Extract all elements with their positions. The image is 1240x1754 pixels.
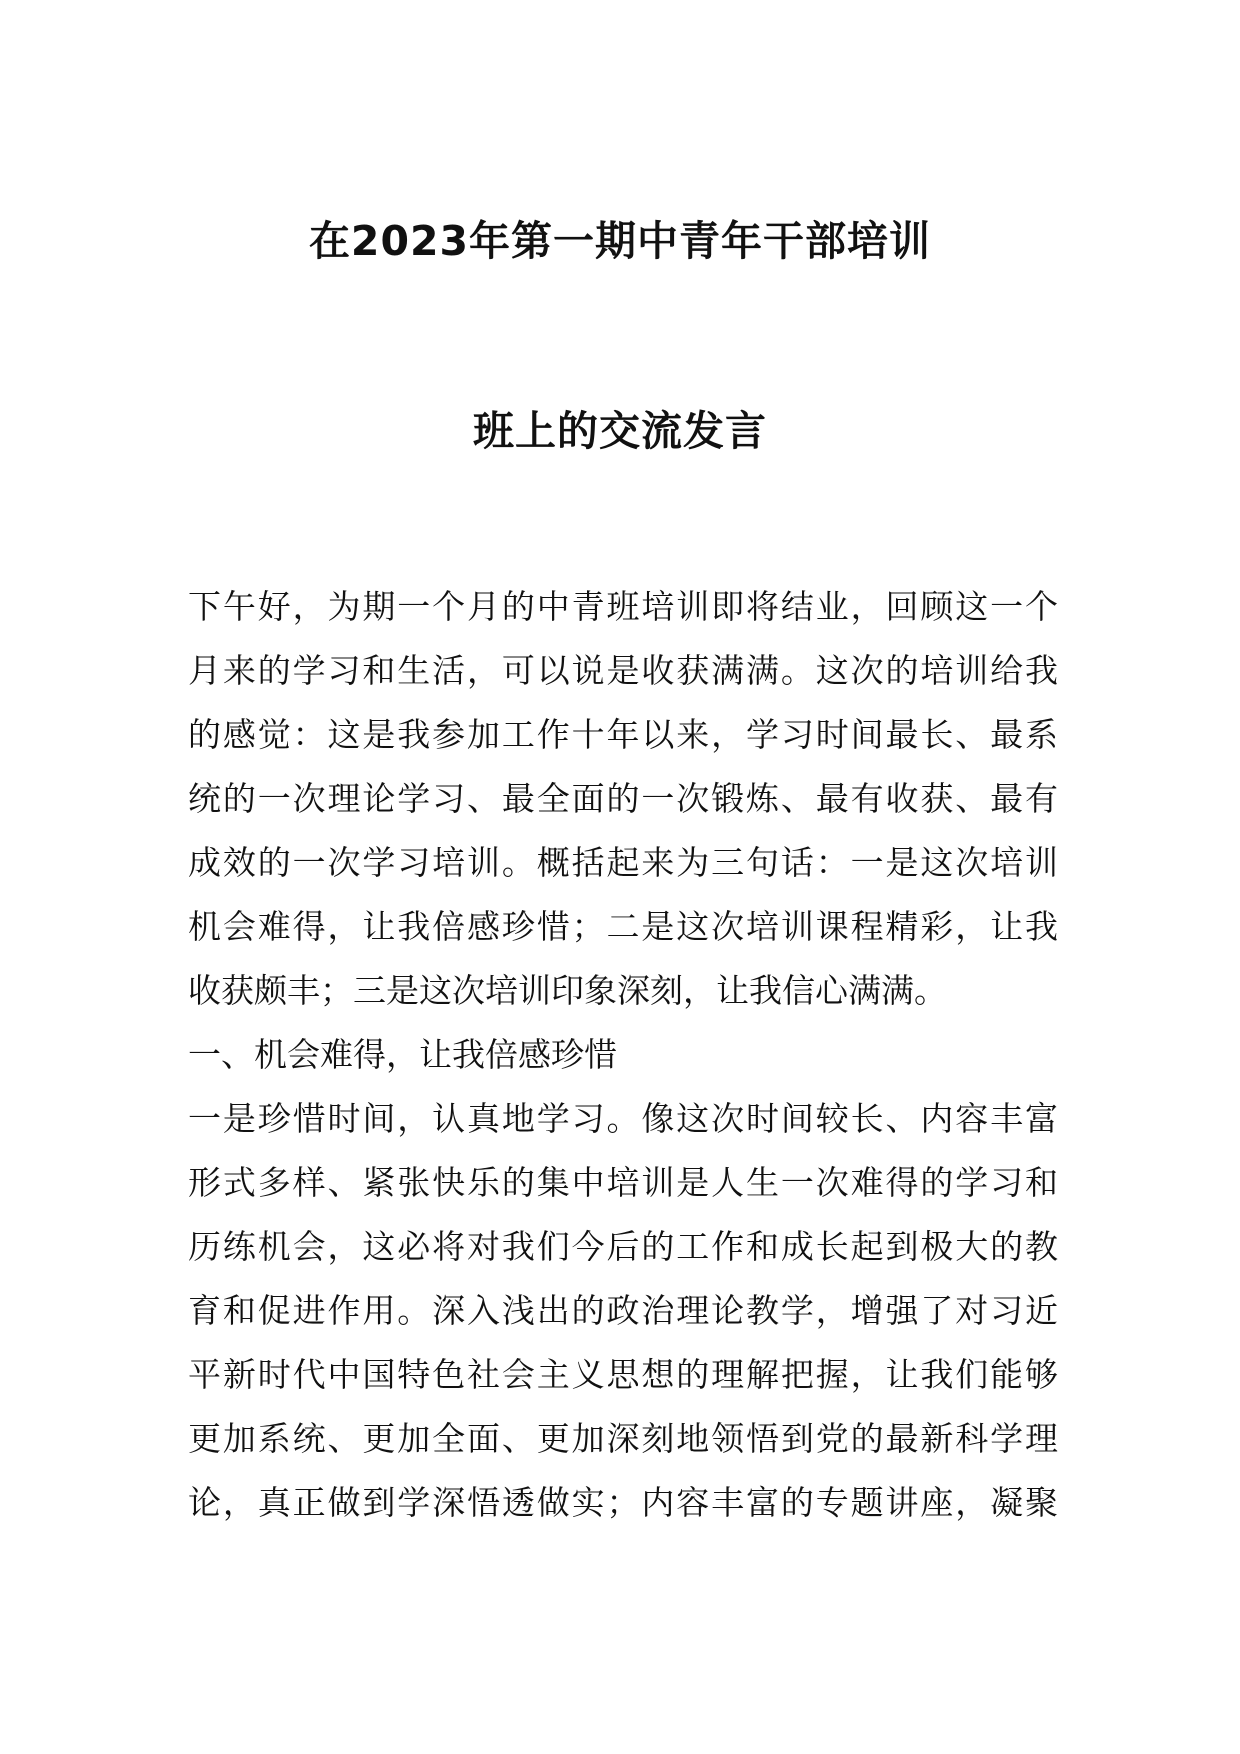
body-line: 论，真正做到学深悟透做实；内容丰富的专题讲座，凝聚 <box>188 1483 1058 1522</box>
body-line: 平新时代中国特色社会主义思想的理解把握，让我们能够 <box>188 1355 1058 1394</box>
body-line: 收获颇丰；三是这次培训印象深刻，让我信心满满。 <box>188 971 947 1010</box>
body-line: 一是珍惜时间，认真地学习。像这次时间较长、内容丰富 <box>188 1099 1058 1138</box>
body-line: 育和促进作用。深入浅出的政治理论教学，增强了对习近 <box>188 1291 1058 1330</box>
document-title-line-2: 班上的交流发言 <box>473 407 767 455</box>
body-line: 更加系统、更加全面、更加深刻地领悟到党的最新科学理 <box>188 1419 1058 1458</box>
section-heading: 一、机会难得，让我倍感珍惜 <box>188 1035 617 1074</box>
body-line: 月来的学习和生活，可以说是收获满满。这次的培训给我 <box>188 651 1058 690</box>
document-body <box>188 575 1058 1535</box>
body-line: 机会难得，让我倍感珍惜；二是这次培训课程精彩，让我 <box>188 907 1058 946</box>
body-line: 成效的一次学习培训。概括起来为三句话：一是这次培训 <box>188 843 1058 882</box>
body-line: 的感觉：这是我参加工作十年以来，学习时间最长、最系 <box>188 715 1058 754</box>
body-line: 历练机会，这必将对我们今后的工作和成长起到极大的教 <box>188 1227 1058 1266</box>
body-line: 下午好，为期一个月的中青班培训即将结业，回顾这一个 <box>188 587 1058 626</box>
body-line: 形式多样、紧张快乐的集中培训是人生一次难得的学习和 <box>188 1163 1058 1202</box>
body-line: 统的一次理论学习、最全面的一次锻炼、最有收获、最有 <box>188 779 1058 818</box>
document-title-line-1: 在2023年第一期中青年干部培训 <box>308 217 932 265</box>
